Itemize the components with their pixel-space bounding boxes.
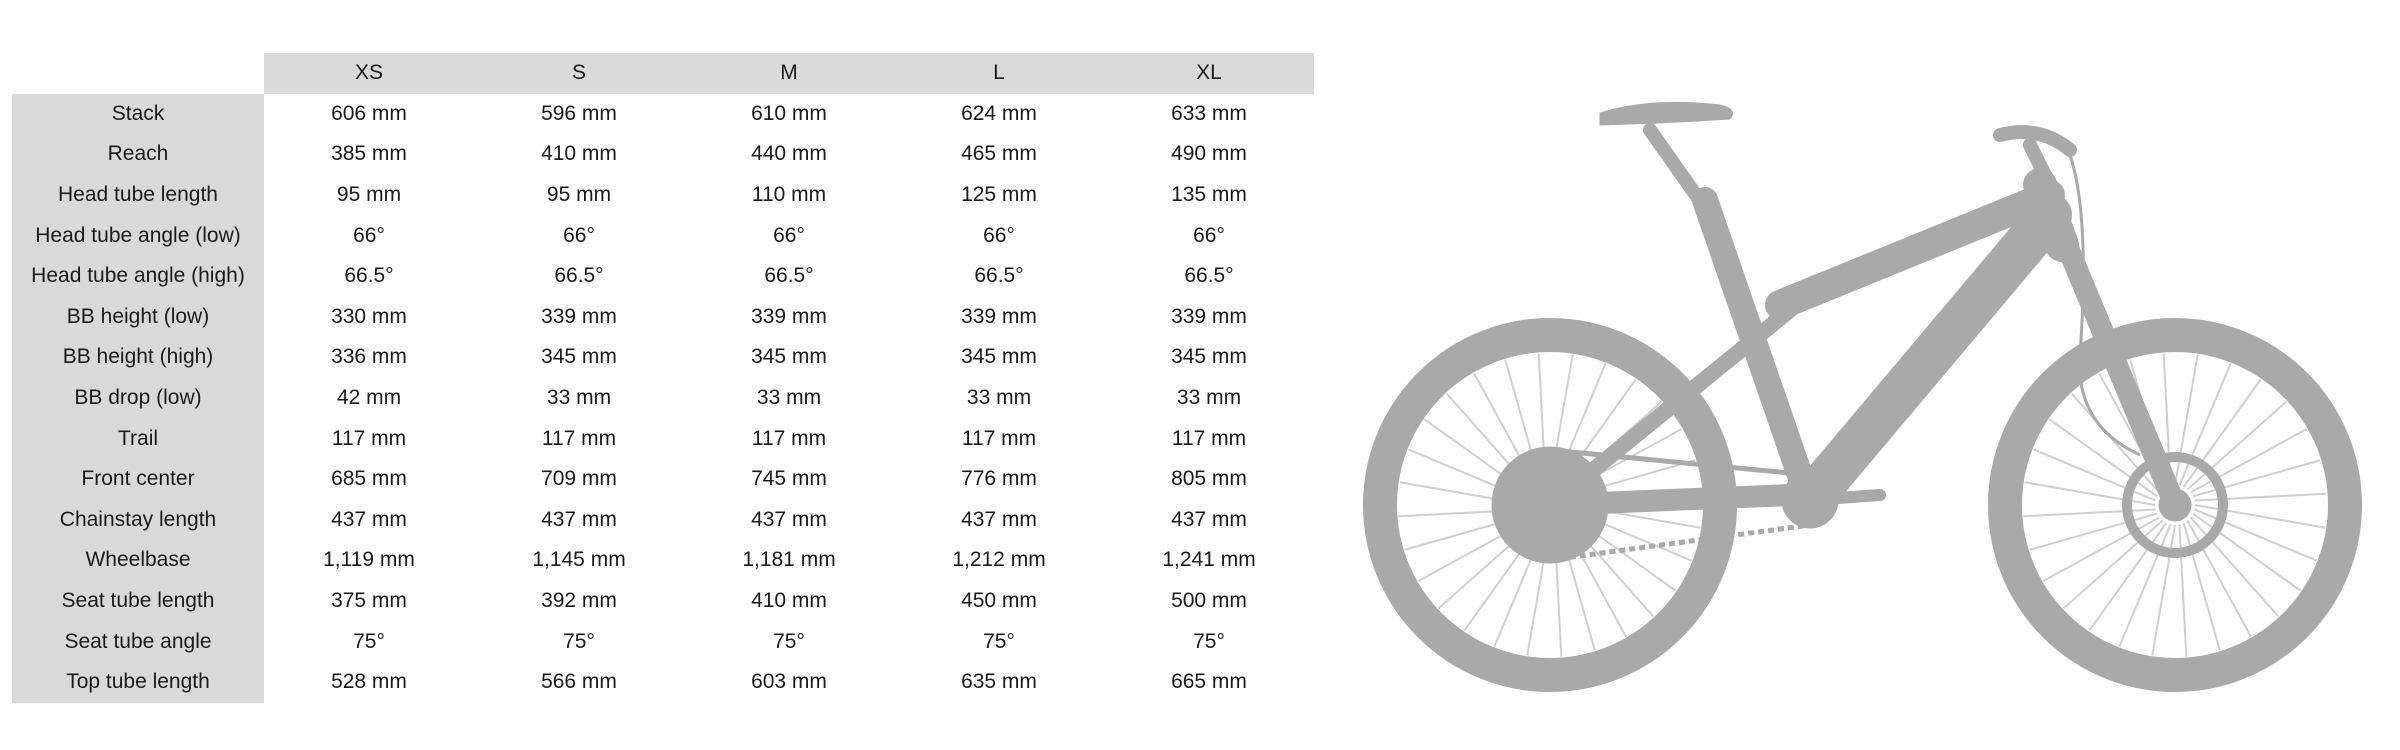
table-cell: 66° (563, 223, 595, 247)
table-cell: 1,181 mm (742, 548, 836, 572)
row-label: BB height (low) (12, 297, 264, 338)
row-label: Head tube angle (high) (12, 256, 264, 297)
table-cell: 339 mm (541, 304, 617, 328)
table-row (12, 540, 1314, 581)
table-cell: 465 mm (961, 142, 1037, 166)
table-cell: 66° (983, 223, 1015, 247)
table-row (12, 134, 1314, 175)
table-cell: 75° (1193, 629, 1225, 653)
table-row (12, 418, 1314, 459)
row-label: Front center (12, 459, 264, 500)
row-label: BB height (high) (12, 337, 264, 378)
table-cell: 805 mm (1171, 467, 1247, 491)
table-cell: 776 mm (961, 467, 1037, 491)
table-cell: 635 mm (961, 670, 1037, 694)
table-cell: 339 mm (1171, 304, 1247, 328)
table-cell: 440 mm (751, 142, 827, 166)
table-cell: 410 mm (541, 142, 617, 166)
geometry-table (12, 53, 1314, 703)
wheel-spoke (2023, 509, 2155, 516)
table-cell: 135 mm (1171, 183, 1247, 207)
table-row (12, 256, 1314, 297)
table-cell: 66° (773, 223, 805, 247)
row-label: Trail (12, 418, 264, 459)
size-header-row (12, 53, 1314, 94)
table-cell: 33 mm (756, 386, 822, 410)
table-cell: 450 mm (961, 589, 1037, 613)
table-cell: 110 mm (751, 183, 827, 207)
seatpost (1650, 130, 1710, 215)
table-cell: 345 mm (1171, 345, 1247, 369)
table-cell: 610 mm (751, 101, 827, 125)
table-cell: 437 mm (751, 507, 827, 531)
table-cell: 392 mm (541, 589, 617, 613)
table-cell: 345 mm (961, 345, 1037, 369)
size-header-s: S (474, 53, 684, 94)
row-label: Stack (12, 94, 264, 135)
wheel-spoke (2193, 514, 2301, 591)
table-cell: 410 mm (751, 589, 827, 613)
table-cell: 336 mm (331, 345, 407, 369)
table-cell: 117 mm (541, 426, 617, 450)
table-cell: 1,241 mm (1162, 548, 1256, 572)
table-row (12, 662, 1314, 703)
row-label: Top tube length (12, 662, 264, 703)
table-cell: 375 mm (331, 589, 407, 613)
table-row (12, 621, 1314, 662)
table-cell: 345 mm (751, 345, 827, 369)
table-row (12, 581, 1314, 622)
row-label: Wheelbase (12, 540, 264, 581)
size-header-l: L (894, 53, 1104, 94)
table-cell: 33 mm (1176, 386, 1242, 410)
wheel-spoke (2089, 523, 2166, 631)
table-cell: 596 mm (541, 101, 617, 125)
table-cell: 125 mm (961, 183, 1037, 207)
table-cell: 75° (773, 629, 805, 653)
geometry-table-body (12, 94, 1314, 703)
table-cell: 528 mm (331, 670, 407, 694)
bike-silhouette-icon (1350, 95, 2380, 705)
table-cell: 633 mm (1171, 101, 1247, 125)
wheel-spoke (2191, 517, 2279, 616)
table-row (12, 337, 1314, 378)
table-row (12, 378, 1314, 419)
table-cell: 345 mm (541, 345, 617, 369)
size-header-xs: XS (264, 53, 474, 94)
table-cell: 339 mm (751, 304, 827, 328)
table-cell: 117 mm (751, 426, 827, 450)
table-cell: 603 mm (751, 670, 827, 694)
table-cell: 1,145 mm (532, 548, 626, 572)
wheel-spoke (2191, 429, 2307, 492)
table-cell: 437 mm (1171, 507, 1247, 531)
table-cell: 437 mm (541, 507, 617, 531)
size-header-xl: XL (1104, 53, 1314, 94)
table-cell: 75° (353, 629, 385, 653)
table-row (12, 297, 1314, 338)
row-label: Reach (12, 134, 264, 175)
table-row (12, 215, 1314, 256)
wheel-spoke (2064, 521, 2163, 609)
table-cell: 95 mm (336, 183, 402, 207)
table-cell: 437 mm (961, 507, 1037, 531)
row-label: Head tube angle (low) (12, 215, 264, 256)
table-cell: 500 mm (1171, 589, 1247, 613)
table-cell: 33 mm (966, 386, 1032, 410)
table-cell: 117 mm (961, 426, 1037, 450)
table-cell: 66.5° (974, 264, 1024, 288)
table-row (12, 459, 1314, 500)
crank-arm (1810, 495, 1880, 500)
row-label: Chainstay length (12, 500, 264, 541)
size-header-m: M (684, 53, 894, 94)
table-cell: 385 mm (331, 142, 407, 166)
table-cell: 66.5° (1184, 264, 1234, 288)
table-cell: 75° (983, 629, 1015, 653)
saddle (1600, 102, 1732, 125)
table-cell: 66° (1193, 223, 1225, 247)
wheel-spoke (2194, 494, 2326, 501)
table-cell: 566 mm (541, 670, 617, 694)
table-cell: 66.5° (764, 264, 814, 288)
header-corner-cell (12, 53, 264, 94)
table-cell: 33 mm (546, 386, 612, 410)
chainstay (1550, 495, 1790, 505)
table-row (12, 175, 1314, 216)
table-cell: 117 mm (1171, 426, 1247, 450)
table-cell: 745 mm (751, 467, 827, 491)
table-cell: 685 mm (331, 467, 407, 491)
table-cell: 75° (563, 629, 595, 653)
wheel-spoke (2187, 521, 2250, 637)
table-cell: 66.5° (554, 264, 604, 288)
bike-frame (1380, 102, 2345, 675)
table-cell: 665 mm (1171, 670, 1247, 694)
wheel-spoke (2184, 379, 2261, 487)
table-cell: 339 mm (961, 304, 1037, 328)
table-cell: 42 mm (336, 386, 402, 410)
wheel-spoke (2179, 524, 2186, 656)
table-cell: 117 mm (331, 426, 407, 450)
table-cell: 606 mm (331, 101, 407, 125)
row-label: Head tube length (12, 175, 264, 216)
wheel-spoke (2043, 517, 2159, 580)
table-cell: 1,119 mm (323, 548, 415, 572)
table-row (12, 94, 1314, 135)
row-label: BB drop (low) (12, 378, 264, 419)
row-label: Seat tube length (12, 581, 264, 622)
table-cell: 66° (353, 223, 385, 247)
row-label: Seat tube angle (12, 621, 264, 662)
table-cell: 624 mm (961, 101, 1037, 125)
head-tube (2040, 185, 2062, 245)
table-cell: 330 mm (331, 304, 407, 328)
table-cell: 66.5° (344, 264, 394, 288)
table-cell: 1,212 mm (952, 548, 1046, 572)
table-cell: 709 mm (541, 467, 617, 491)
table-cell: 490 mm (1171, 142, 1247, 166)
table-cell: 95 mm (546, 183, 612, 207)
wheel-spoke (2187, 402, 2286, 490)
table-row (12, 500, 1314, 541)
table-cell: 437 mm (331, 507, 407, 531)
